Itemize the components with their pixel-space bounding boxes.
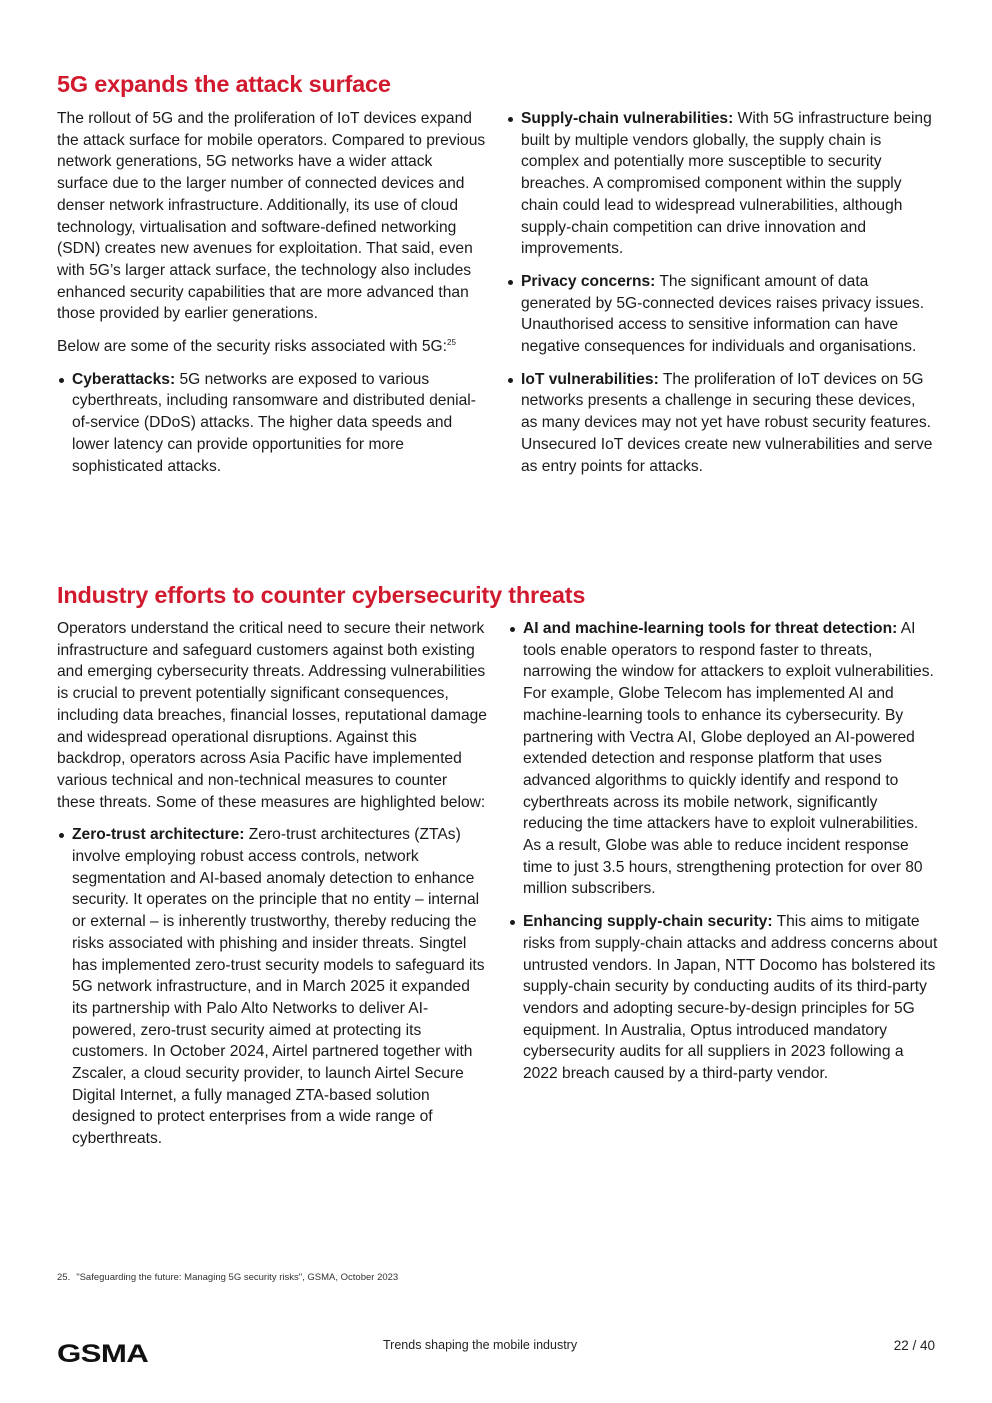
list-item: Cyberattacks: 5G networks are exposed to various cyberthreats, including ransomware and distributed denial-of-service (DDoS) attacks. The higher data speeds and lower latency can provide opportunities for more sophisticated attacks. [57,369,487,478]
footnote [57,1272,398,1283]
section1-right-column [506,108,936,488]
risk-list [57,369,487,478]
section-title-attack-surface: 5G expands the attack surface [57,71,391,97]
footnote-text: "Safeguarding the future: Managing 5G security risks", GSMA, October 2023 [76,1272,399,1283]
measures-list-continued [508,618,938,1085]
section1-left-column [57,108,487,488]
section1-lead-in: Below are some of the security risks associated with 5G:$^{25}$ [57,338,456,356]
list-item: IoT vulnerabilities: The proliferation of IoT devices on 5G networks presents a challenge in securing these devices, as many devices may not yet have robust security features. Unsecured IoT devices create new vulnerabilities and serve as entry points for attacks. [506,369,936,478]
list-item: Zero-trust architecture: Zero-trust architectures (ZTAs) involve employing robust access controls, network segmentation and AI-based anomaly detection to enhance security. It operates on the principle that no entity – internal or external – is inherently trustworthy, thereby reducing the risks associated with phishing and insider threats. Singtel has implemented zero-trust security models to safeguard its 5G network infrastructure, and in March 2025 it expanded its partnership with Palo Alto Networks to deliver AI-powered, zero-trust security aimed at protecting its customers. In October 2024, Airtel partnered together with Zscaler, a cloud security provider, to launch Airtel Secure Digital Internet, a fully managed ZTA-based solution designed to protect enterprises from a wide range of cyberthreats. [57,824,487,1150]
list-item: Enhancing supply-chain security: This aims to mitigate risks from supply-chain attacks and address concerns about untrusted vendors. In Japan, NTT Docomo has bolstered its supply-chain security by conducting audits of its third-party vendors and adopting secure-by-design principles for 5G equipment. In Australia, Optus introduced mandatory cybersecurity audits for all suppliers in 2023 following a 2022 breach caused by a third-party vendor. [508,911,938,1085]
section2-right-column [508,618,938,1096]
gsma-logo: GSMA [57,1340,149,1368]
section2-left-column [57,618,487,1161]
section2-intro: Operators understand the critical need to secure their network infrastructure and safeguard customers against both existing and emerging cybersecurity threats. Addressing vulnerabilities is crucial to prevent potentially significant consequences, including data breaches, financial losses, reputational damage and widespread operational disruptions. Against this backdrop, operators across Asia Pacific have implemented various technical and non-technical measures to counter these threats. Some of these measures are highlighted below: [57,620,487,811]
list-item: Supply-chain vulnerabilities: With 5G infrastructure being built by multiple vendors globally, the supply chain is complex and potentially more susceptible to security breaches. A compromised component within the supply chain could lead to widespread vulnerabilities, although supply-chain competition can drive innovation and improvements. [506,108,936,260]
measures-list [57,824,487,1150]
list-item: Privacy concerns: The significant amount of data generated by 5G-connected devices raises privacy issues. Unauthorised access to sensitive information can have negative consequences for individuals and organisations. [506,271,936,358]
risk-list-continued [506,108,936,477]
section-title-industry-efforts: Industry efforts to counter cybersecurity threats [57,582,586,608]
footnote-number: 25. [57,1272,71,1283]
list-item: AI and machine-learning tools for threat detection: AI tools enable operators to respond faster to threats, narrowing the window for attackers to exploit vulnerabilities. For example, Globe Telecom has implemented AI and machine-learning tools to enhance its cybersecurity. By partnering with Vectra AI, Globe deployed an AI-powered extended detection and response platform that uses advanced algorithms to quickly identify and respond to cyberthreats across its mobile network, significantly reducing the time attackers have to exploit vulnerabilities. As a result, Globe was able to reduce incident response time to just 3.5 hours, strengthening protection for over 80 million subscribers. [508,618,938,900]
footnote-ref[interactable]: 25 [447,338,456,348]
footer-publication-title: Trends shaping the mobile industry [383,1338,578,1352]
section1-intro: The rollout of 5G and the proliferation of IoT devices expand the attack surface for mobile operators. Compared to previous network generations, 5G networks have a wider attack surface due to the larger number of connected devices and denser network infrastructure. Additionally, its use of cloud technology, virtualisation and software-defined networking (SDN) creates new avenues for exploitation. That said, even with 5G’s larger attack surface, the technology also includes enhanced security capabilities that are more advanced than those provided by earlier generations. [57,110,486,323]
page-number: 22 / 40 [893,1338,935,1353]
